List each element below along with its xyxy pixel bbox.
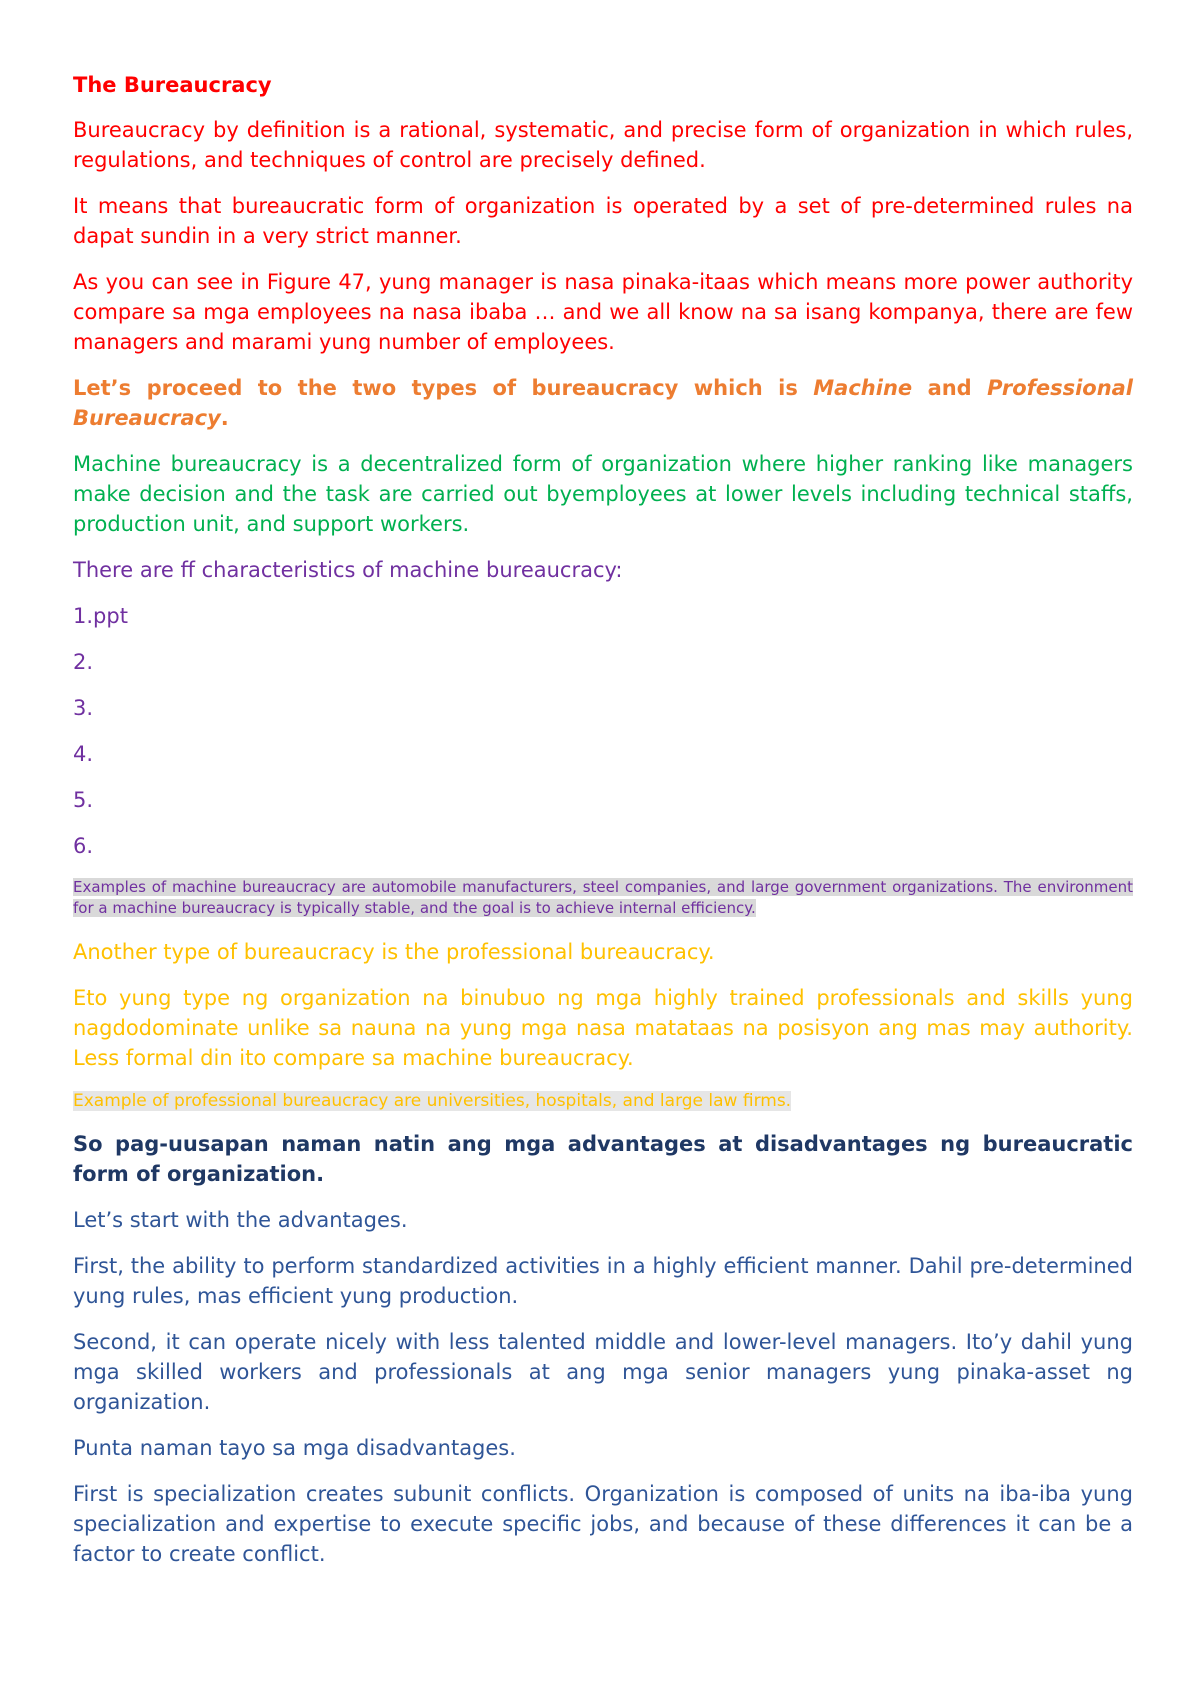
document-page bbox=[73, 70, 1133, 1585]
definition-paragraph: Bureaucracy by definition is a rational, systematic, and precise form of organization in which rules, regulations, and techniques of control are precisely defined. bbox=[73, 118, 1133, 172]
characteristic-item: 5. bbox=[73, 788, 94, 812]
characteristic-item: 2. bbox=[73, 650, 94, 674]
professional-description-paragraph: Eto yung type ng organization na binubuo ng mga highly trained professionals and skills yung nagdodominate unlike sa nauna na yung mga nasa matataas na posisyon ang mas may authority. Less formal din ito compare sa machine bureaucracy. bbox=[73, 986, 1133, 1070]
characteristics-intro: There are ff characteristics of machine bureaucracy: bbox=[73, 558, 623, 582]
types-heading-and: and bbox=[912, 376, 988, 400]
machine-examples-paragraph bbox=[73, 877, 1133, 919]
types-heading-professional: Professional Bureaucracy bbox=[73, 376, 1134, 430]
advantage-first-paragraph: First, the ability to perform standardized activities in a highly efficient manner. Dahil pre-determined yung rules, mas efficient yung production. bbox=[73, 1254, 1133, 1308]
advantages-heading: So pag-uusapan naman natin ang mga advantages at disadvantages ng bureaucratic form of organization. bbox=[73, 1132, 1133, 1186]
characteristic-item: 1.ppt bbox=[73, 604, 128, 628]
professional-example-text: Example of professional bureaucracy are universities, hospitals, and large law firms. bbox=[73, 1091, 792, 1111]
types-heading bbox=[73, 373, 1133, 433]
advantages-start-paragraph: Let’s start with the advantages. bbox=[73, 1208, 408, 1232]
disadvantages-intro-paragraph: Punta naman tayo sa mga disadvantages. bbox=[73, 1436, 516, 1460]
figure-note-paragraph: As you can see in Figure 47, yung manager is nasa pinaka-itaas which means more power authority compare sa mga employees na nasa ibaba … and we all know na sa isang kompanya, there are few managers and marami yung number of employees. bbox=[73, 270, 1133, 354]
meaning-paragraph: It means that bureaucratic form of organization is operated by a set of pre-determined rules na dapat sundin in a very strict manner. bbox=[73, 194, 1133, 248]
characteristic-item: 4. bbox=[73, 742, 94, 766]
types-heading-end: . bbox=[220, 406, 229, 430]
disadvantage-first-paragraph: First is specialization creates subunit conflicts. Organization is composed of units na iba-iba yung specialization and expertise to execute specific jobs, and because of these differences it can be a factor to create conflict. bbox=[73, 1482, 1133, 1566]
characteristic-item: 6. bbox=[73, 834, 94, 858]
types-heading-before: Let’s proceed to the two types of bureaucracy which is bbox=[73, 376, 814, 400]
advantage-second-paragraph: Second, it can operate nicely with less talented middle and lower-level managers. Ito’y dahil yung mga skilled workers and professionals at ang mga senior managers yung pinaka-asset ng organization. bbox=[73, 1330, 1133, 1414]
types-heading-machine: Machine bbox=[813, 376, 913, 400]
page-title: The Bureaucracy bbox=[73, 73, 272, 97]
machine-definition-paragraph: Machine bureaucracy is a decentralized form of organization where higher ranking like managers make decision and the task are carried out byemployees at lower levels including technical staffs, production unit, and support workers. bbox=[73, 452, 1133, 536]
characteristic-item: 3. bbox=[73, 696, 94, 720]
professional-example-paragraph bbox=[73, 1089, 1133, 1113]
machine-examples-text: Examples of machine bureaucracy are automobile manufacturers, steel companies, and large government organizations. The environment for a machine bureaucracy is typically stable, and the goal is to achieve internal efficiency. bbox=[73, 878, 1133, 917]
professional-intro-paragraph: Another type of bureaucracy is the professional bureaucracy. bbox=[73, 940, 715, 964]
